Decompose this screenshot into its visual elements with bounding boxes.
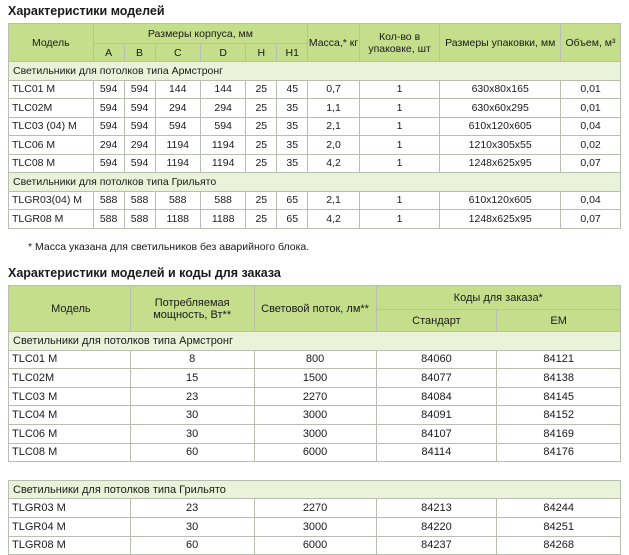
model-cell: TLC08 M [9,443,131,462]
col-dim-header: H1 [277,44,308,62]
table-cell: 0,7 [308,80,360,99]
table-cell: 45 [277,80,308,99]
table-cell: 1188 [155,210,200,229]
table-cell: 65 [277,210,308,229]
table-cell: 84152 [497,406,621,425]
table-cell: 30 [130,406,254,425]
table-cell: 588 [93,210,124,229]
table-cell: 25 [246,80,277,99]
col-dim-header: B [124,44,155,62]
table-cell: 84244 [497,499,621,518]
table-cell: 25 [246,154,277,173]
table-cell: 3000 [254,424,376,443]
table-row [9,424,621,443]
table-cell: 2,1 [308,117,360,136]
table-cell: 1194 [200,154,245,173]
table-cell: 35 [277,136,308,155]
table-row [9,350,621,369]
table-cell: 2,0 [308,136,360,155]
table-cell: 1210x305x55 [440,136,561,155]
table-row [9,517,621,536]
model-cell: TLC01 M [9,80,94,99]
table-cell: 3000 [254,406,376,425]
table-cell: 0,01 [561,80,621,99]
table-cell: 1 [359,80,439,99]
table-cell: 594 [124,117,155,136]
table-cell: 25 [246,210,277,229]
section-armstrong: Светильники для потолков типа Армстронг [9,332,621,351]
table-row [9,154,621,173]
table-cell: 630x60x295 [440,99,561,118]
table-cell: 2,1 [308,191,360,210]
table-cell: 25 [246,191,277,210]
table-cell: 60 [130,536,254,555]
table-cell: 84213 [376,499,497,518]
codes-group-header: Коды для заказа* [376,286,620,310]
table-cell: 594 [124,80,155,99]
table-cell: 2270 [254,387,376,406]
table-row [9,191,621,210]
table-cell: 1,1 [308,99,360,118]
mass-footnote: * Масса указана для светильников без аварийного блока. [28,241,310,253]
model-cell: TLC06 M [9,424,131,443]
section-spacer [9,462,621,481]
col-mass-header: Масса,* кг [308,24,360,62]
models-spec-table [8,23,621,229]
table-cell: 35 [277,154,308,173]
col-qty-header: Кол-во в упаковке, шт [359,24,439,62]
table-cell: 0,04 [561,191,621,210]
table-cell: 1 [359,117,439,136]
col-model-header: Модель [9,24,94,62]
table-cell: 60 [130,443,254,462]
table-cell: 84268 [497,536,621,555]
table-cell: 800 [254,350,376,369]
table-row [9,136,621,155]
table-cell: 84077 [376,369,497,388]
table-cell: 0,02 [561,136,621,155]
col-dim-header: A [93,44,124,62]
table-cell: 594 [93,154,124,173]
table-row [9,80,621,99]
table-cell: 23 [130,499,254,518]
col-power-header: Потребляемая мощность, Вт** [130,286,254,332]
table-cell: 84114 [376,443,497,462]
table-cell: 594 [93,99,124,118]
col-pack-header: Размеры упаковки, мм [440,24,561,62]
model-cell: TLC02M [9,369,131,388]
table-cell: 0,04 [561,117,621,136]
model-cell: TLC03 (04) M [9,117,94,136]
table-cell: 84220 [376,517,497,536]
table-cell: 594 [155,117,200,136]
table-row [9,499,621,518]
table-cell: 588 [93,191,124,210]
table-cell: 84176 [497,443,621,462]
table-cell: 84060 [376,350,497,369]
table-cell: 4,2 [308,210,360,229]
table-cell: 610x120x605 [440,117,561,136]
order-codes-table [8,285,621,555]
col-model-header: Модель [9,286,131,332]
table-row [9,443,621,462]
table-cell: 3000 [254,517,376,536]
table-cell: 0,01 [561,99,621,118]
col-em-header: EM [497,310,621,332]
table-cell: 2270 [254,499,376,518]
table-row [9,99,621,118]
model-cell: TLC08 M [9,154,94,173]
table-cell: 4,2 [308,154,360,173]
section-grilyato: Светильники для потолков типа Грильято [9,480,621,499]
table-cell: 1500 [254,369,376,388]
section-armstrong: Светильники для потолков типа Армстронг [9,62,621,81]
table-cell: 84169 [497,424,621,443]
model-cell: TLC02M [9,99,94,118]
table-cell: 25 [246,136,277,155]
table-cell: 610x120x605 [440,191,561,210]
table-cell: 6000 [254,443,376,462]
model-cell: TLGR08 M [9,210,94,229]
table-cell: 594 [93,80,124,99]
model-cell: TLGR08 M [9,536,131,555]
table-cell: 8 [130,350,254,369]
table-cell: 294 [124,136,155,155]
table-cell: 594 [124,99,155,118]
table-cell: 0,07 [561,154,621,173]
table-cell: 1 [359,191,439,210]
model-cell: TLGR04 M [9,517,131,536]
table-row [9,117,621,136]
table-cell: 84251 [497,517,621,536]
col-dim-header: C [155,44,200,62]
table-cell: 25 [246,99,277,118]
table-cell: 30 [130,517,254,536]
model-cell: TLC06 M [9,136,94,155]
table1-title: Характеристики моделей [8,4,165,18]
table-cell: 588 [200,191,245,210]
dims-group-header: Размеры корпуса, мм [93,24,308,44]
model-cell: TLGR03(04) M [9,191,94,210]
table-cell: 6000 [254,536,376,555]
col-standard-header: Стандарт [376,310,497,332]
model-cell: TLC03 M [9,387,131,406]
table-cell: 15 [130,369,254,388]
table-cell: 294 [93,136,124,155]
table-cell: 588 [124,191,155,210]
table-cell: 84107 [376,424,497,443]
table-cell: 1194 [155,136,200,155]
table-cell: 1248x625x95 [440,210,561,229]
table-cell: 1 [359,210,439,229]
table-cell: 588 [124,210,155,229]
table-cell: 84091 [376,406,497,425]
table-cell: 1 [359,136,439,155]
table-cell: 84145 [497,387,621,406]
table-row [9,369,621,388]
table-cell: 84138 [497,369,621,388]
col-flux-header: Световой поток, лм** [254,286,376,332]
table-cell: 84237 [376,536,497,555]
table-cell: 0,07 [561,210,621,229]
table-cell: 588 [155,191,200,210]
table-cell: 84121 [497,350,621,369]
table-cell: 84084 [376,387,497,406]
table-cell: 23 [130,387,254,406]
table-cell: 1 [359,154,439,173]
table-cell: 30 [130,424,254,443]
table-cell: 294 [200,99,245,118]
section-grilyato: Светильники для потолков типа Грильято [9,173,621,192]
table-row [9,210,621,229]
table-row [9,406,621,425]
table-cell: 35 [277,117,308,136]
col-volume-header: Объем, м³ [561,24,621,62]
table-cell: 65 [277,191,308,210]
table-cell: 25 [246,117,277,136]
table-cell: 1194 [155,154,200,173]
table-cell: 1194 [200,136,245,155]
col-dim-header: D [200,44,245,62]
table-cell: 594 [124,154,155,173]
table-row [9,536,621,555]
table-cell: 594 [200,117,245,136]
model-cell: TLGR03 M [9,499,131,518]
table-cell: 144 [200,80,245,99]
table-cell: 594 [93,117,124,136]
table-cell: 294 [155,99,200,118]
model-cell: TLC04 M [9,406,131,425]
table-cell: 35 [277,99,308,118]
table-cell: 630x80x165 [440,80,561,99]
col-dim-header: H [246,44,277,62]
table-cell: 144 [155,80,200,99]
table-cell: 1188 [200,210,245,229]
table-cell: 1 [359,99,439,118]
table-cell: 1248x625x95 [440,154,561,173]
table-row [9,387,621,406]
model-cell: TLC01 M [9,350,131,369]
table2-title: Характеристики моделей и коды для заказа [8,266,281,280]
